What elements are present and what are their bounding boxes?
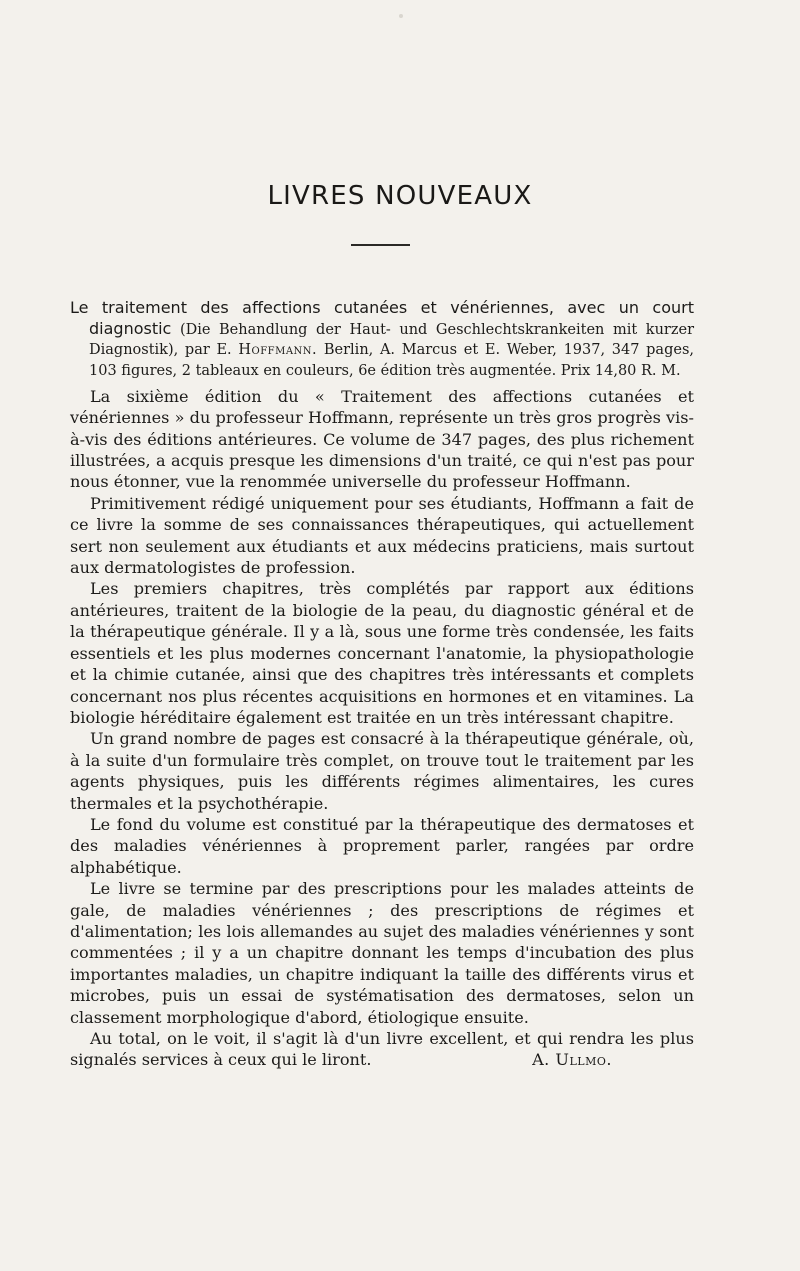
original-title: (Die Behandlung der Haut- und Geschlechtskrankeiten mit kurzer Diagnostik), par E. [89,322,694,359]
review-body [70,386,694,1071]
closing-text: Au total, on le voit, il s'agit là d'un livre excellent, et qui rendra les plus signalés services à ceux qui le liront. [70,1029,694,1070]
review-paragraph: Un grand nombre de pages est consacré à la thérapeutique générale, où, à la suite d'un formulaire très complet, on trouve tout le traitement par les agents physiques, puis les différents régimes alimentaires, les cures thermales et la psychothérapie. [70,729,694,813]
page-title: LIVRES NOUVEAUX [267,181,533,211]
review-paragraph: Le fond du volume est constitué par la thérapeutique des dermatoses et des maladies vénériennes à proprement parler, rangées par ordre alphabétique. [70,814,694,877]
publication-details: Berlin, A. Marcus et E. Weber, 1937, 347 pages, 103 figures, 2 tableaux en couleurs, 6e édition très augmentée. Prix 14,80 R. M. [89,342,694,379]
bibliographic-reference [70,298,694,381]
review-paragraph: La sixième édition du « Traitement des affections cutanées et vénériennes » du professeur Hoffmann, représente un très gros progrès vis-à-vis des éditions antérieures. Ce volume de 347 pages, des plus richement illustrées, a acquis presque les dimensions d'un traité, ce qui n'est pas pour nous étonner, vue la renommée universelle du professeur Hoffmann. [70,386,694,492]
book-author: Hoffmann. [238,342,318,359]
title-rule [351,244,410,246]
book-title: Le traitement des affections cutanées et vénériennes, avec un court diagnostic [70,298,694,339]
review-closing-paragraph [70,1028,694,1071]
book-review [70,298,694,1071]
review-paragraph: Le livre se termine par des prescriptions pour les malades atteints de gale, de maladies vénériennes ; des prescriptions de régimes et d'alimentation; les lois allemandes au sujet des maladies vénériennes y sont commentées ; il y a un chapitre donnant les temps d'incubation des plus importantes maladies, un chapitre indiquant la taille des différents virus et microbes, puis un essai de systématisation des dermatoses, selon un classement morphologique d'abord, étiologique ensuite. [70,879,694,1027]
paper-speck [399,14,403,18]
review-paragraph: Primitivement rédigé uniquement pour ses étudiants, Hoffmann a fait de ce livre la somme de ses connaissances thérapeutiques, qui actuellement sert non seulement aux étudiants et aux médecins praticiens, mais surtout aux dermatologistes de profession. [70,493,694,578]
review-paragraph: Les premiers chapitres, très complétés par rapport aux éditions antérieures, traitent de la biologie de la peau, du diagnostic général et de la thérapeutique générale. Il y a là, sous une forme très condensée, les faits essentiels et les plus modernes concernant l'anatomie, la physiopathologie et la chimie cutanée, ainsi que des chapitres très intéressants et complets concernant nos plus récentes acquisitions en hormones et en vitamines. La biologie héréditaire également est traitée en un très intéressant chapitre. [70,579,694,727]
reviewer-signature: A. Ullmo. [532,1050,612,1070]
